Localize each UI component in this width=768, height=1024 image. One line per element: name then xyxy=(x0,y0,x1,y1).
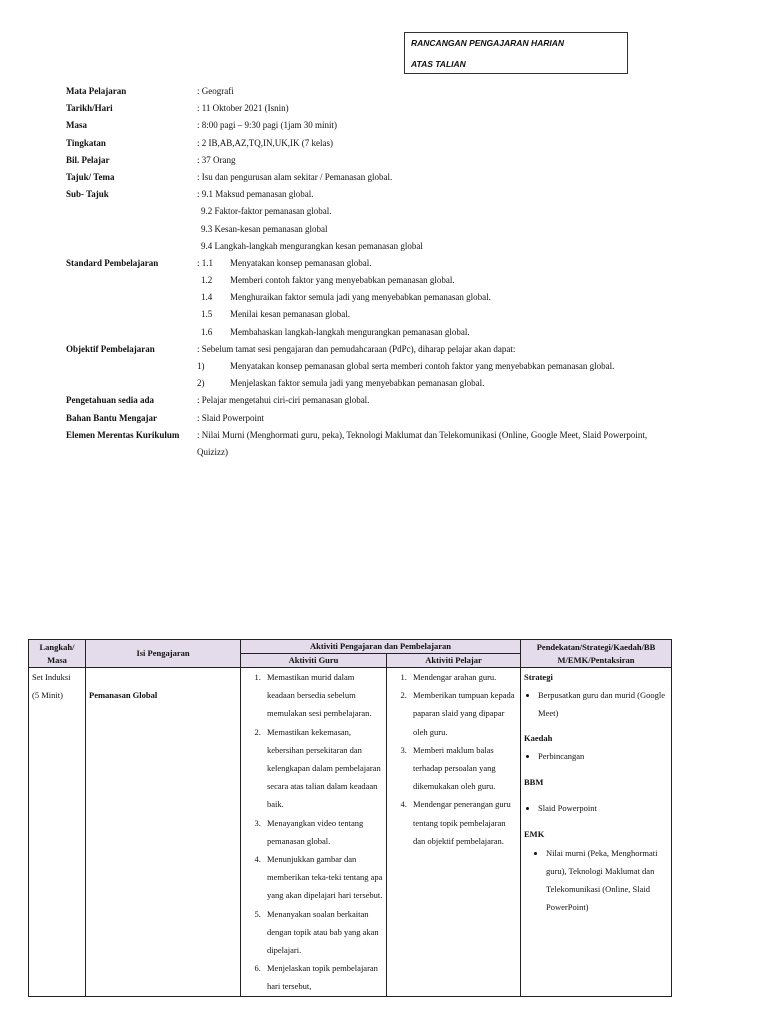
info-label: Tarikh/Hari xyxy=(66,103,113,114)
list-item: 2. Memastikan kekemasan, kebersihan persekitaran dan kelengkapan dalam pembelajaran secara atas talian dalam keadaan baik. xyxy=(263,723,383,814)
list-item: 1. Mendengar arahan guru. xyxy=(409,668,517,686)
step-name: Set Induksi xyxy=(32,672,71,682)
standard-number: 1.6 xyxy=(201,326,213,337)
info-value: : Geografi xyxy=(197,86,234,96)
info-label: Sub- Tajuk xyxy=(66,189,109,200)
objective-text: Menjelaskan faktor semula jadi yang menyebabkan pemanasan global. xyxy=(230,378,485,389)
info-label: Standard Pembelajaran xyxy=(66,257,159,268)
table-header-row xyxy=(29,640,672,654)
standard-number: 1.2 xyxy=(201,275,213,286)
document-header-box xyxy=(404,32,628,74)
header-approach-line: M/EMK/Pentaksiran xyxy=(557,654,635,665)
info-value: : 11 Oktober 2021 (Isnin) xyxy=(197,103,289,114)
teacher-activity-list xyxy=(244,668,383,996)
info-label: Tajuk/ Tema xyxy=(66,171,115,182)
student-activity-cell xyxy=(387,668,521,997)
info-value: : 37 Orang xyxy=(197,154,236,165)
info-label: Bahan Bantu Mengajar xyxy=(66,412,158,423)
header-step: Langkah/ Masa xyxy=(29,640,86,668)
bbm-list xyxy=(524,799,668,817)
header-title: RANCANGAN PENGAJARAN HARIAN xyxy=(411,38,565,48)
method-title: Kaedah xyxy=(524,732,553,743)
info-value: : Slaid Powerpoint xyxy=(197,412,264,423)
list-item: 4. Menunjukkan gambar dan memberikan teka-teki tentang apa yang akan dipelajari hari tersebut. xyxy=(263,850,383,905)
standard-text: Menilai kesan pemanasan global. xyxy=(230,309,350,320)
approach-cell xyxy=(521,668,672,997)
info-label: Bil. Pelajar xyxy=(66,154,110,165)
content-cell xyxy=(86,668,241,997)
table-row xyxy=(29,668,672,997)
info-label: Elemen Merentas Kurikulum xyxy=(66,429,180,440)
list-item: 3. Menayangkan video tentang pemanasan global. xyxy=(263,814,383,850)
bbm-title: BBM xyxy=(524,777,544,788)
method-list xyxy=(524,747,668,765)
objective-number: 1) xyxy=(197,361,205,371)
step-cell xyxy=(29,668,86,997)
header-teacher-activity: Aktiviti Guru xyxy=(241,654,387,668)
list-item: • Slaid Powerpoint xyxy=(538,799,668,817)
info-label: Tingkatan xyxy=(66,137,106,148)
info-value: 9.4 Langkah-langkah mengurangkan kesan pemanasan global xyxy=(201,240,423,251)
info-label: Objektif Pembelajaran xyxy=(66,343,155,354)
list-item: • Berpusatkan guru dan murid (Google Meet) xyxy=(538,686,668,722)
standard-number: 1.5 xyxy=(201,309,213,320)
content-title: Pemanasan Global xyxy=(89,690,158,701)
list-item: 3. Memberi maklum balas terhadap persoalan yang dikemukakan oleh guru. xyxy=(409,741,517,796)
list-item: 4. Mendengar penerangan guru tentang topik pembelajaran dan objektif pembelajaran. xyxy=(409,795,517,850)
header-content: Isi Pengajaran xyxy=(86,640,241,668)
strategy-title: Strategi xyxy=(524,672,553,682)
list-item: 5. Menanyakan soalan berkaitan dengan topik atau bab yang akan dipelajari. xyxy=(263,905,383,960)
info-value: Quizizz) xyxy=(197,446,228,457)
objective-intro: : Sebelum tamat sesi pengajaran dan pemudahcaraan (PdPc), diharap pelajar akan dapat: xyxy=(197,343,516,354)
student-activity-list xyxy=(390,668,517,850)
step-duration: (5 Minit) xyxy=(32,690,63,701)
list-item: 1. Memastikan murid dalam keadaan bersedia sebelum memulakan sesi pembelajaran. xyxy=(263,668,383,723)
emk-title: EMK xyxy=(524,829,545,840)
info-value: 9.3 Kesan-kesan pemanasan global xyxy=(201,223,328,234)
header-activities: Aktiviti Pengajaran dan Pembelajaran xyxy=(241,640,521,654)
header-approach-line: Pendekatan/Strategi/Kaedah/BB xyxy=(536,641,656,652)
info-value: : Pelajar mengetahui ciri-ciri pemanasan global. xyxy=(197,395,370,406)
emk-list xyxy=(524,844,668,917)
header-subtitle: ATAS TALIAN xyxy=(411,59,466,69)
info-value: : 9.1 Maksud pemanasan global. xyxy=(197,189,314,200)
info-label: Mata Pelajaran xyxy=(66,86,127,96)
standard-text: Membahaskan langkah-langkah mengurangkan pemanasan global. xyxy=(230,326,470,337)
info-label: Pengetahuan sedia ada xyxy=(66,395,155,406)
header-student-activity: Aktiviti Pelajar xyxy=(387,654,521,668)
info-value: : 2 IB,AB,AZ,TQ,IN,UK,IK (7 kelas) xyxy=(197,137,333,148)
lesson-plan-table xyxy=(28,639,672,997)
teacher-activity-cell xyxy=(241,668,387,997)
list-item: 2. Memberikan tumpuan kepada paparan slaid yang dipapar oleh guru. xyxy=(409,686,517,741)
info-value: : Isu dan pengurusan alam sekitar / Pemanasan global. xyxy=(197,171,393,182)
info-value: : Nilai Murni (Menghormati guru, peka), Teknologi Maklumat dan Telekomunikasi (Online, Google Meet, Slaid Powerpoint, xyxy=(197,429,648,440)
objective-text: Menyatakan konsep pemanasan global serta memberi contoh faktor yang menyebabkan pemanasan global. xyxy=(230,361,615,371)
standard-text: Menyatakan konsep pemanasan global. xyxy=(230,257,372,268)
info-value: 9.2 Faktor-faktor pemanasan global. xyxy=(201,206,332,217)
standard-number: 1.4 xyxy=(201,292,213,303)
list-item: 6. Menjelaskan topik pembelajaran hari tersebut, xyxy=(263,959,383,995)
standard-text: Memberi contoh faktor yang menyebabkan pemanasan global. xyxy=(230,275,455,286)
header-approach xyxy=(521,640,672,668)
strategy-list xyxy=(524,686,668,722)
standard-number: : 1.1 xyxy=(197,257,214,268)
list-item: • Perbincangan xyxy=(538,747,668,765)
info-value: : 8:00 pagi – 9:30 pagi (1jam 30 minit) xyxy=(197,120,337,131)
list-item: • Nilai murni (Peka, Menghormati guru), Teknologi Maklumat dan Telekomunikasi (Online, Slaid PowerPoint) xyxy=(546,844,668,917)
standard-text: Menghuraikan faktor semula jadi yang menyebabkan pemanasan global. xyxy=(230,292,491,303)
objective-number: 2) xyxy=(197,378,205,389)
info-label: Masa xyxy=(66,120,87,131)
